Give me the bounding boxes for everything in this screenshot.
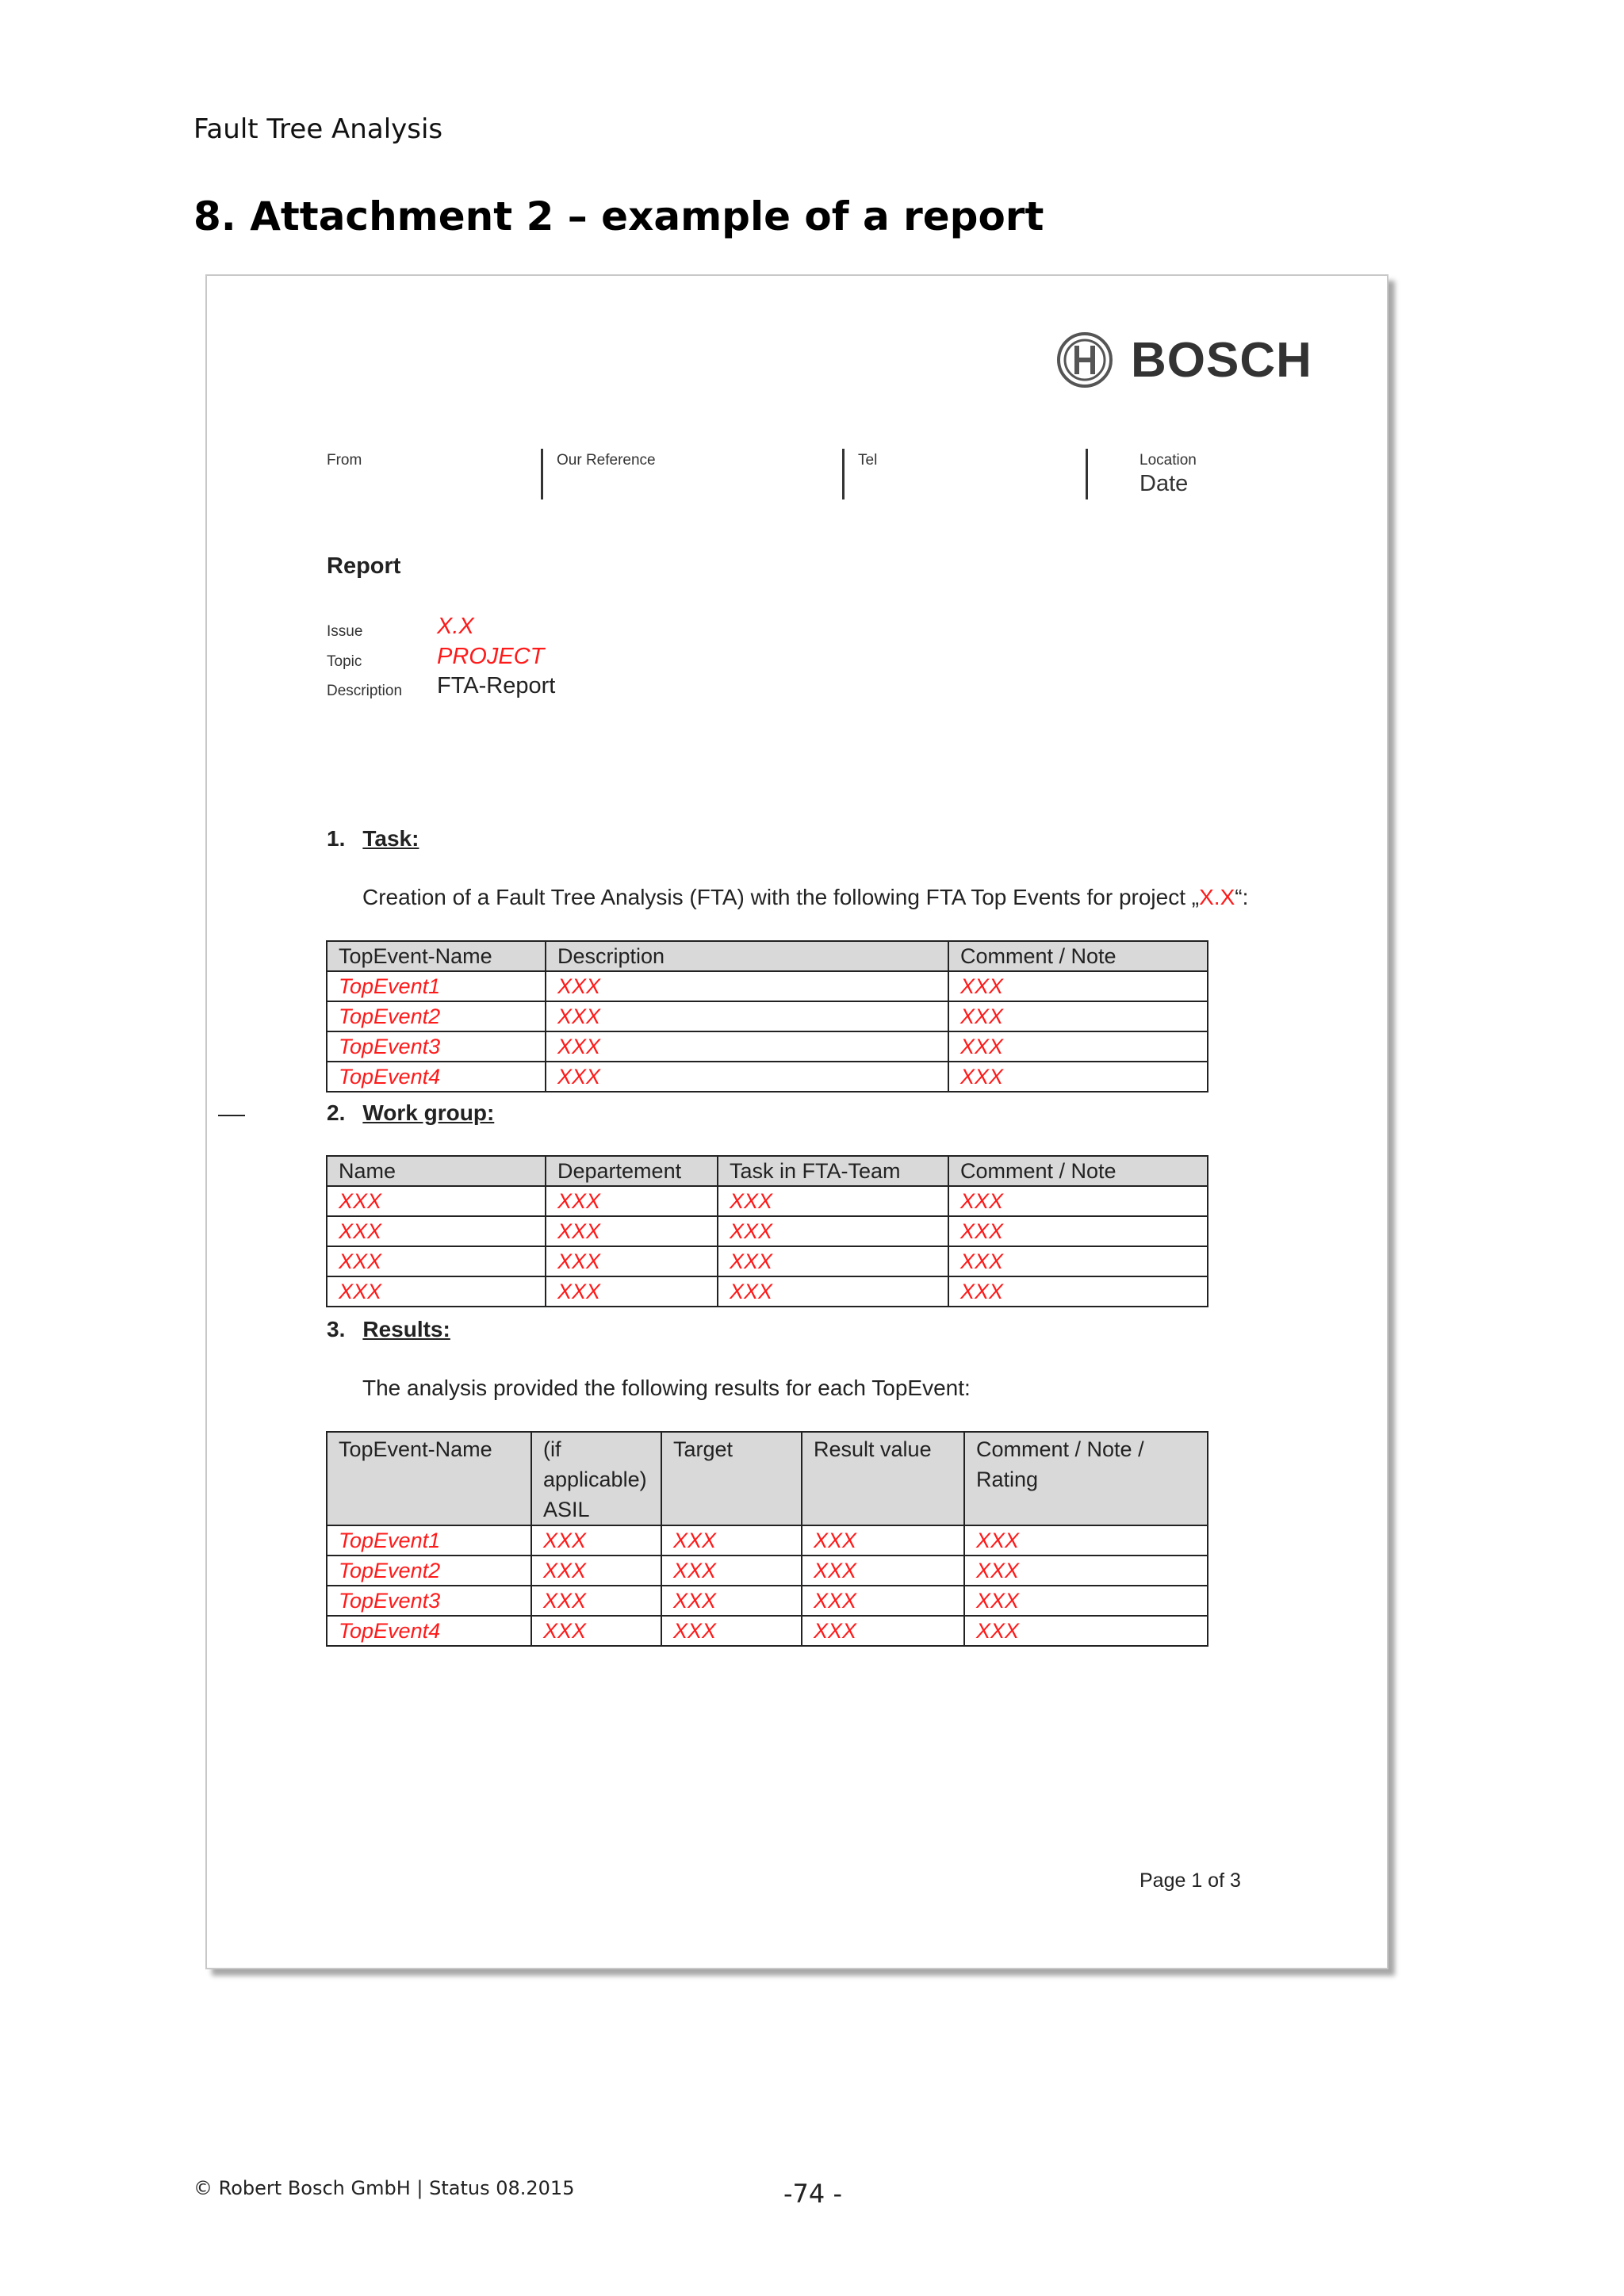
table-cell: TopEvent1 xyxy=(327,971,546,1001)
issue-label: Issue xyxy=(327,623,363,640)
footer-page-number: -74 - xyxy=(783,2179,842,2209)
topevents-table xyxy=(326,940,1208,1093)
running-header: Fault Tree Analysis xyxy=(193,113,443,145)
column-header: Departement xyxy=(546,1156,718,1186)
table-cell: XXX xyxy=(546,971,948,1001)
table-header-row xyxy=(327,1432,1208,1525)
table-cell: XXX xyxy=(327,1216,546,1246)
task-number: 1. xyxy=(327,826,346,851)
table-cell: TopEvent2 xyxy=(327,1556,531,1586)
column-header: TopEvent-Name xyxy=(327,941,546,971)
bosch-logo-text: BOSCH xyxy=(1131,332,1312,388)
table-header-row xyxy=(327,941,1208,971)
table-cell: TopEvent3 xyxy=(327,1031,546,1062)
tel-label: Tel xyxy=(858,452,878,469)
table-cell: XXX xyxy=(802,1556,964,1586)
table-cell: XXX xyxy=(802,1525,964,1556)
task-heading xyxy=(327,826,419,851)
table-cell: XXX xyxy=(948,1062,1208,1092)
topic-label: Topic xyxy=(327,653,362,670)
workgroup-label: Work group: xyxy=(362,1100,495,1125)
table-cell: XXX xyxy=(964,1616,1208,1646)
table-row xyxy=(327,1556,1208,1586)
table-cell: TopEvent4 xyxy=(327,1062,546,1092)
results-description: The analysis provided the following results for each TopEvent: xyxy=(362,1376,971,1400)
column-header: Comment / Note / Rating xyxy=(964,1432,1208,1525)
table-cell: XXX xyxy=(661,1616,802,1646)
results-table xyxy=(326,1431,1208,1647)
table-row xyxy=(327,1031,1208,1062)
task-description xyxy=(362,885,1248,910)
task-label: Task: xyxy=(362,826,419,851)
report-heading: Report xyxy=(327,553,401,579)
workgroup-heading xyxy=(327,1100,494,1126)
results-number: 3. xyxy=(327,1317,346,1341)
table-cell: XXX xyxy=(964,1525,1208,1556)
table-row xyxy=(327,1586,1208,1616)
table-cell: XXX xyxy=(964,1586,1208,1616)
description-label: Description xyxy=(327,683,403,699)
table-cell: XXX xyxy=(531,1525,661,1556)
issue-value: X.X xyxy=(437,614,474,639)
table-cell: TopEvent1 xyxy=(327,1525,531,1556)
table-row xyxy=(327,1216,1208,1246)
table-cell: XXX xyxy=(546,1246,718,1276)
table-cell: XXX xyxy=(327,1186,546,1216)
table-cell: XXX xyxy=(948,1246,1208,1276)
task-text-end: “: xyxy=(1235,885,1249,909)
table-row xyxy=(327,1001,1208,1031)
footer-copyright: © Robert Bosch GmbH | Status 08.2015 xyxy=(193,2177,575,2199)
description-value: FTA-Report xyxy=(437,673,556,698)
table-cell: XXX xyxy=(531,1556,661,1586)
column-header: Result value xyxy=(802,1432,964,1525)
table-cell: XXX xyxy=(661,1586,802,1616)
table-header-row xyxy=(327,1156,1208,1186)
table-cell: XXX xyxy=(948,1216,1208,1246)
table-cell: XXX xyxy=(531,1586,661,1616)
table-cell: XXX xyxy=(661,1556,802,1586)
bosch-emblem-icon xyxy=(1056,331,1113,388)
column-header: (if applicable) ASIL xyxy=(531,1432,661,1525)
task-project: X.X xyxy=(1199,885,1235,909)
column-header: Name xyxy=(327,1156,546,1186)
column-header: Comment / Note xyxy=(948,941,1208,971)
report-image xyxy=(205,274,1388,1969)
table-row xyxy=(327,1525,1208,1556)
section-title: 8. Attachment 2 – example of a report xyxy=(193,193,1044,239)
workgroup-table xyxy=(326,1155,1208,1307)
table-cell: XXX xyxy=(802,1616,964,1646)
column-header: Task in FTA-Team xyxy=(718,1156,948,1186)
workgroup-number: 2. xyxy=(327,1100,346,1125)
table-cell: XXX xyxy=(948,1186,1208,1216)
table-cell: XXX xyxy=(546,1276,718,1307)
table-cell: XXX xyxy=(327,1246,546,1276)
table-row xyxy=(327,1276,1208,1307)
column-header: TopEvent-Name xyxy=(327,1432,531,1525)
table-cell: XXX xyxy=(327,1276,546,1307)
table-cell: XXX xyxy=(718,1216,948,1246)
table-cell: TopEvent4 xyxy=(327,1616,531,1646)
table-cell: XXX xyxy=(948,1001,1208,1031)
table-cell: XXX xyxy=(546,1216,718,1246)
table-cell: XXX xyxy=(718,1246,948,1276)
bosch-logo xyxy=(1056,328,1312,392)
column-header: Target xyxy=(661,1432,802,1525)
table-cell: XXX xyxy=(718,1276,948,1307)
table-row xyxy=(327,1246,1208,1276)
table-cell: XXX xyxy=(964,1556,1208,1586)
table-cell: XXX xyxy=(546,1062,948,1092)
table-row xyxy=(327,1186,1208,1216)
date-field: Date xyxy=(1139,471,1189,496)
table-row xyxy=(327,1062,1208,1092)
results-heading xyxy=(327,1317,450,1342)
location-label: Location xyxy=(1139,452,1197,469)
margin-dash xyxy=(218,1115,245,1116)
from-label: From xyxy=(327,452,362,469)
meta-separator xyxy=(842,449,845,499)
task-text: Creation of a Fault Tree Analysis (FTA) with the following FTA Top Events for project „ xyxy=(362,885,1200,909)
table-cell: XXX xyxy=(802,1586,964,1616)
column-header: Comment / Note xyxy=(948,1156,1208,1186)
table-cell: TopEvent2 xyxy=(327,1001,546,1031)
table-cell: TopEvent3 xyxy=(327,1586,531,1616)
table-cell: XXX xyxy=(661,1525,802,1556)
meta-separator xyxy=(1086,449,1088,499)
table-row xyxy=(327,971,1208,1001)
table-row xyxy=(327,1616,1208,1646)
table-cell: XXX xyxy=(546,1001,948,1031)
meta-separator xyxy=(541,449,543,499)
reference-label: Our Reference xyxy=(557,452,656,469)
table-cell: XXX xyxy=(531,1616,661,1646)
table-cell: XXX xyxy=(948,1276,1208,1307)
topic-value: PROJECT xyxy=(437,644,545,669)
table-cell: XXX xyxy=(546,1031,948,1062)
column-header: Description xyxy=(546,941,948,971)
table-cell: XXX xyxy=(718,1186,948,1216)
report-page-number: Page 1 of 3 xyxy=(1139,1869,1241,1892)
table-cell: XXX xyxy=(948,1031,1208,1062)
table-cell: XXX xyxy=(546,1186,718,1216)
results-label: Results: xyxy=(362,1317,450,1341)
table-cell: XXX xyxy=(948,971,1208,1001)
